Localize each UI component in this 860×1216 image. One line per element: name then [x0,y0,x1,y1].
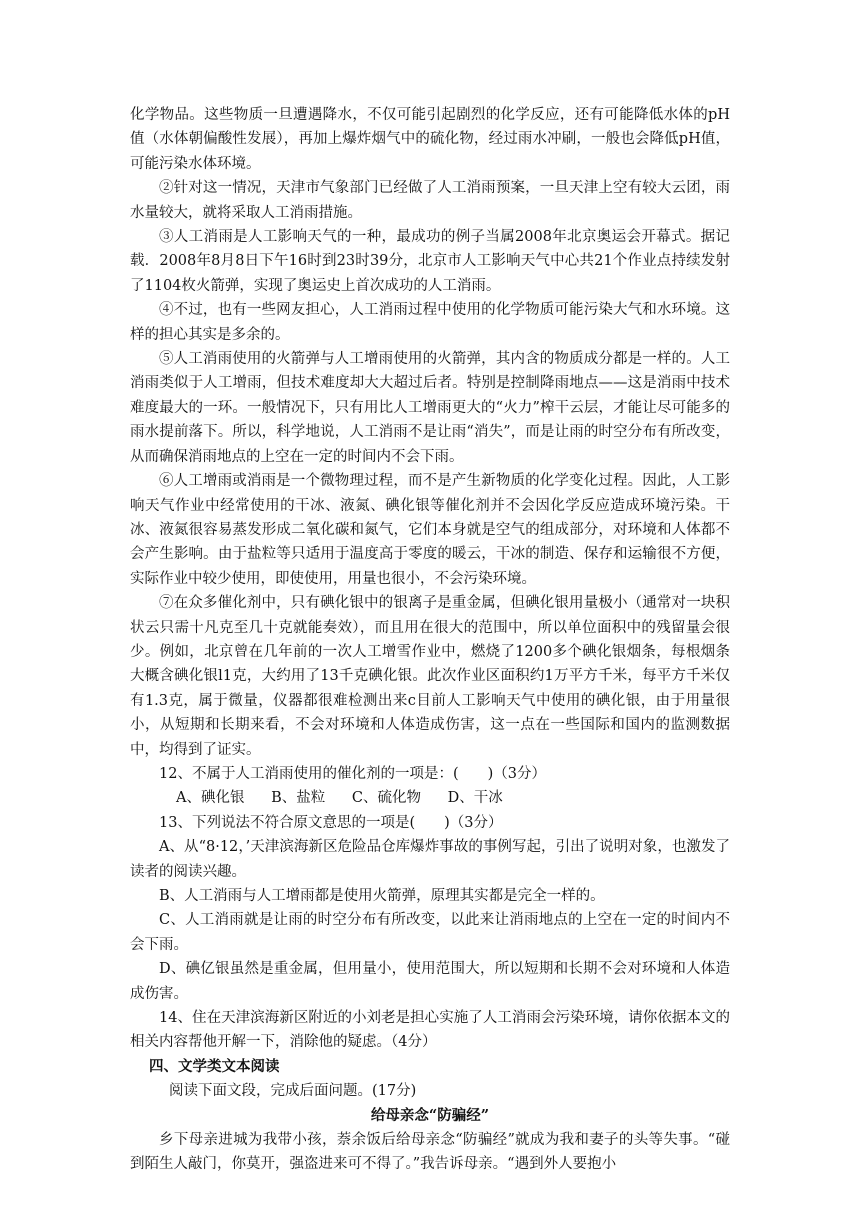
question-13-option-d: D、碘亿银虽然是重金属，但用量小，使用范围大，所以短期和长期不会对环境和人体造成伤害。 [130,961,730,1002]
question-13-stem: 13、下列说法不符合原文意思的一项是( )（3分） [159,814,503,831]
question-12-option-a: A、碘化银 [176,790,245,807]
question-12-option-d: D、干冰 [447,790,503,807]
question-13-option-a: A、从“8·12，’天津滨海新区危险品仓库爆炸事故的事例写起，引出了说明对象，也激发了读者的阅读兴趣。 [130,839,730,880]
passage-text: 乡下母亲进城为我带小孩，萘余饭后给母亲念“防骗经”就成为我和妻子的头等失事。“碰到陌生人敲门，你莫开，强盗进来可不得了。”我告诉母亲。“遇到外人要抱小 [130,1132,730,1173]
question-14: 14、住在天津滨海新区附近的小刘老是担心实施了人工消雨会污染环境，请你依据本文的相关内容帮他开解一下，消除他的疑虑。（4分） [130,1010,730,1051]
section-4-heading: 四、文学类文本阅读 [149,1057,280,1075]
question-12-option-b: B、盐粒 [271,790,326,807]
section-4-instruction: 阅读下面文段，完成后面问题。(17分) [169,1083,417,1100]
question-12-stem: 12、不属于人工消雨使用的催化剂的一项是：( )（3分） [159,765,546,782]
question-12-options [130,786,730,810]
paragraph-5: ⑤人工消雨使用的火箭弹与人工增雨使用的火箭弹，其内含的物质成分都是一样的。人工消雨类似于人工增雨，但技术难度却大大超过后者。特别是控制降雨地点——这是消雨中技术难度最大的一环。一般情况下，只有用比人工增雨更大的“火力”榨干云层，才能让尽可能多的雨水提前落下。所以，科学地说，人工消雨不是让雨“消失”，而是让雨的时空分布有所改变，从而确保消雨地点的上空在一定的时间内不会下雨。 [130,351,730,465]
question-13-option-c: C、人工消雨就是让雨的时空分布有所改变，以此来让消雨地点的上空在一定的时间内不会下雨。 [130,912,730,953]
paragraph-6: ⑥人工增雨或消雨是一个微物理过程，而不是产生新物质的化学变化过程。因此，人工影响天气作业中经常使用的干冰、液氮、碘化银等催化剂并不会因化学反应造成环境污染。干冰、液氮很容易蒸发形成二氧化碳和氮气，它们本身就是空气的组成部分，对环境和人体都不会产生影响。由于盐粒等只适用于温度高于零度的暖云，干冰的制造、保存和运输很不方便，实际作业中较少使用，即使使用，用量也很小，不会污染环境。 [130,473,730,587]
document-page [130,103,730,1177]
passage-title: 给母亲念“防骗经” [370,1106,490,1124]
paragraph-3: ③人工消雨是人工影响天气的一种，最成功的例子当属2008年北京奥运会开幕式。据记载．2008年8月8日下午16时到23时39分，北京市人工影响天气中心共21个作业点持续发射了1104枚火箭弹，实现了奥运史上首次成功的人工消雨。 [130,229,730,294]
question-13-option-b: B、人工消雨与人工增雨都是使用火箭弹，原理其实都是完全一样的。 [159,888,605,904]
paragraph-7: ⑦在众多催化剂中，只有碘化银中的银离子是重金属，但碘化银用量极小（通常对一块积状云只需十凡克至几十克就能奏效），而且用在很大的范围中，所以单位面积中的残留量会很少。例如，北京曾在几年前的一次人工增雪作业中，燃烧了1200多个碘化银烟条，每根烟条大概含碘化银l1克，大约用了13千克碘化银。此次作业区面积约1万平方千米，每平方千米仅有1.3克，属于微量，仪器都很难检测出来c目前人工影响天气中使用的碘化银，由于用量很小，从短期和长期来看，不会对环境和人体造成伤害，这一点在一些国际和国内的监测数据中，均得到了证实。 [130,595,730,758]
paragraph-2: ②针对这一情况，天津市气象部门已经做了人工消雨预案，一旦天津上空有较大云团，雨水量较大，就将采取人工消雨措施。 [130,180,730,221]
paragraph-intro: 化学物品。这些物质一旦遭遇降水，不仅可能引起剧烈的化学反应，还有可能降低水体的pH值（水体朝偏酸性发展），再加上爆炸烟气中的硫化物，经过雨水冲刷，一般也会降低pH值，可能污染水体环境。 [130,107,730,172]
question-12-option-c: C、硫化物 [351,790,421,807]
paragraph-4: ④不过，也有一些网友担心，人工消雨过程中使用的化学物质可能污染大气和水环境。这样的担心其实是多余的。 [130,302,730,343]
